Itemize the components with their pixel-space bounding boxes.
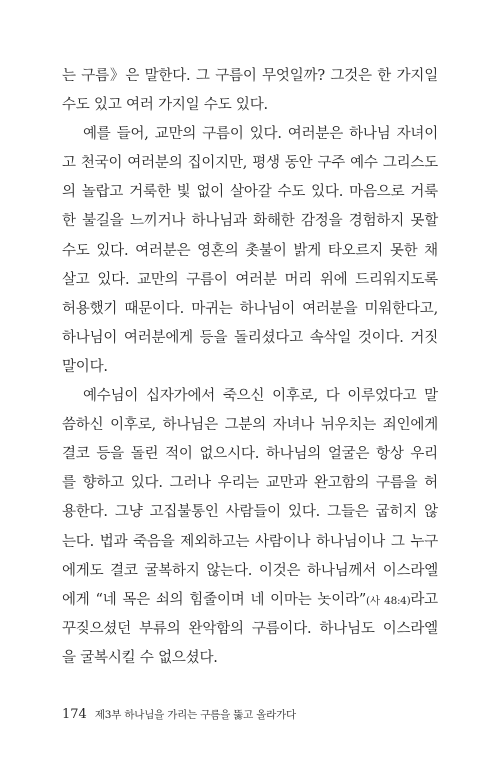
quote-text: 에게 “네 목은 쇠의 힘줄이며 네 이마는 놋이라” xyxy=(62,591,367,608)
text-line: 을 굴복시킬 수 없으셨다. xyxy=(62,649,218,666)
quote-tail: 라고 xyxy=(410,591,438,608)
running-head: 제3부 하나님을 가리는 구름을 뚫고 올라가다 xyxy=(94,709,296,721)
text-line-with-reference xyxy=(62,586,438,615)
scripture-reference: (사 48:4) xyxy=(366,594,411,607)
text-line: 수도 있다. 여러분은 영혼의 촛불이 밝게 타오르지 못한 채 xyxy=(62,242,438,259)
page-footer xyxy=(62,707,296,722)
text-line: 예수님이 십자가에서 죽으신 이후로, 다 이루었다고 말 xyxy=(83,388,438,405)
text-line: 씀하신 이후로, 하나님은 그분의 자녀나 뉘우치는 죄인에게 xyxy=(62,417,438,434)
text-line: 용한다. 그냥 고집불통인 사람들이 있다. 그들은 굽히지 않 xyxy=(62,504,438,521)
text-line: 를 향하고 있다. 그러나 우리는 교만과 완고함의 구름을 허 xyxy=(62,475,438,492)
text-line: 예를 들어, 교만의 구름이 있다. 여러분은 하나님 자녀이 xyxy=(83,126,438,143)
text-line: 고 천국이 여러분의 집이지만, 평생 동안 구주 예수 그리스도 xyxy=(62,155,438,172)
text-line: 에게도 결코 굴복하지 않는다. 이것은 하나님께서 이스라엘 xyxy=(62,562,438,579)
text-line: 한 불길을 느끼거나 하나님과 화해한 감정을 경험하지 못할 xyxy=(62,213,438,230)
text-line: 의 놀랍고 거룩한 빛 없이 살아갈 수도 있다. 마음으로 거룩 xyxy=(62,184,438,201)
text-line: 꾸짖으셨던 부류의 완악함의 구름이다. 하나님도 이스라엘 xyxy=(62,620,438,637)
text-line: 살고 있다. 교만의 구름이 여러분 머리 위에 드리워지도록 xyxy=(62,271,438,288)
text-line: 결코 등을 돌린 적이 없으시다. 하나님의 얼굴은 항상 우리 xyxy=(62,446,438,463)
text-line: 허용했기 때문이다. 마귀는 하나님이 여러분을 미워한다고, xyxy=(62,300,438,317)
body-text xyxy=(62,62,438,673)
text-line: 는 구름》은 말한다. 그 구름이 무엇일까? 그것은 한 가지일 xyxy=(62,68,438,84)
text-line: 말이다. xyxy=(62,358,108,375)
page-number: 174 xyxy=(62,707,87,722)
text-line: 하나님이 여러분에게 등을 돌리셨다고 속삭일 것이다. 거짓 xyxy=(62,329,438,346)
text-line: 는다. 법과 죽음을 제외하고는 사람이나 하나님이나 그 누구 xyxy=(62,533,438,550)
text-line: 수도 있고 여러 가지일 수도 있다. xyxy=(62,97,268,114)
